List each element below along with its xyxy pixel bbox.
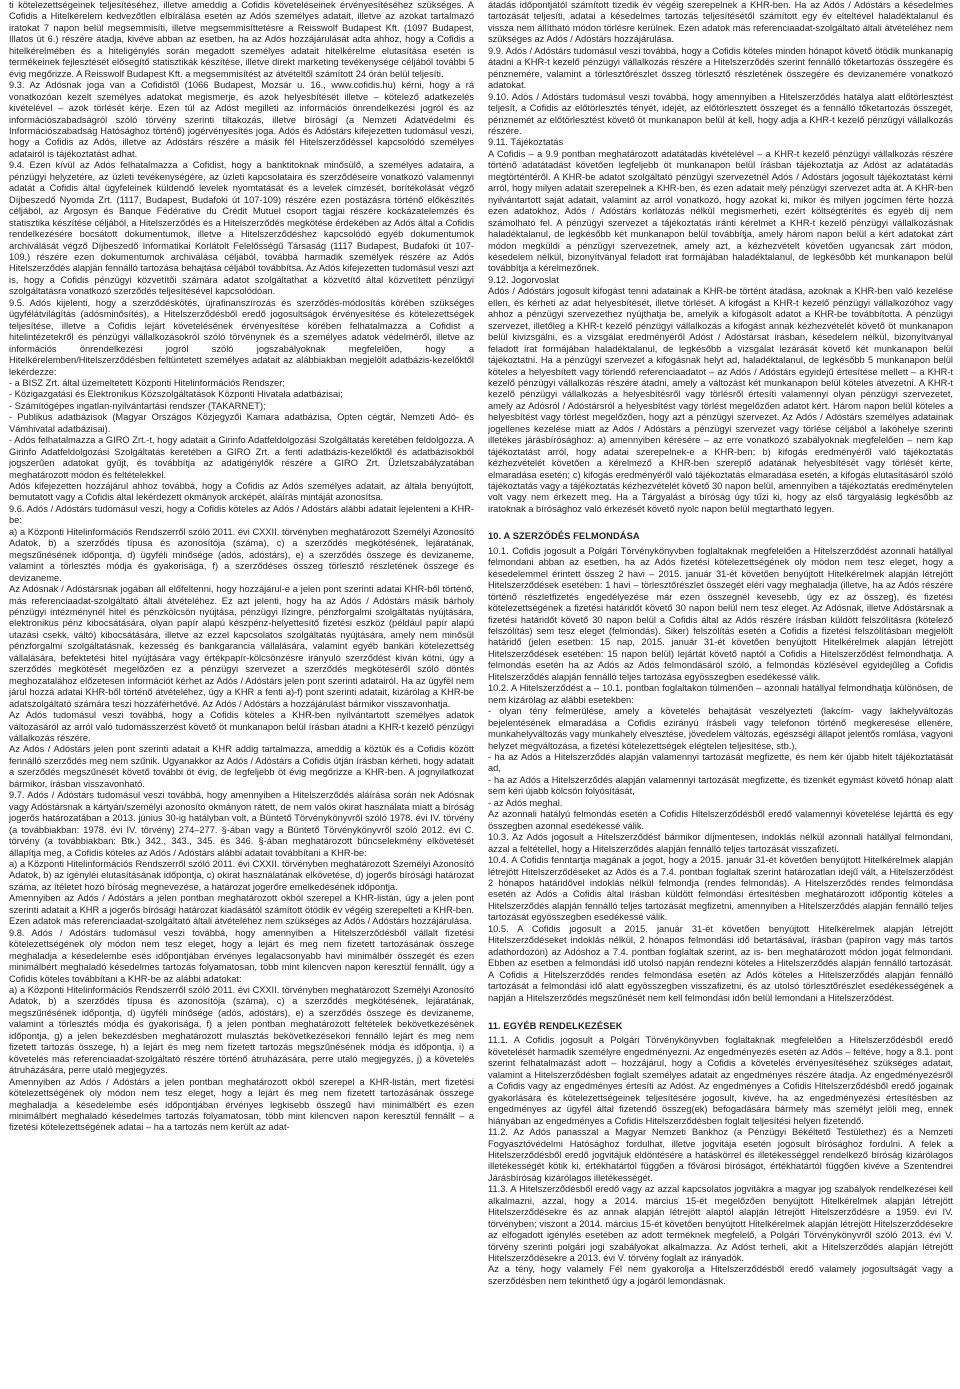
paragraph-10-3: 10.3. Az Adós jogosult a Hitelszerződést bármikor díjmentesen, indoklás nélkül azonnali hatállyal felmondani, azzal a feltétellel, hogy a Hitelszerződés alapján fennálló teljes tartozását visszafizeti. — [488, 832, 953, 854]
right-column — [488, 0, 953, 1389]
paragraph-10-1: 10.1. Cofidis jogosult a Polgári Törvénykönyvben foglaltaknak megfelelően a Hitelszerződést azonnali hatállyal felmondani abban az esetben, ha az Adós fizetési kötelezettségének oly módon nem tesz eleget, hogy a késedelemmel érintett összeg 2 havi – 2015. január 31-ét követően benyújtott Hitelkérelmek alapján létrejött Hitelszerződések esetében: 1 havi – törlesztőrészlet összegét eléri vagy meghaladja (illetve, ha az Adós részére történő részletfizetés engedélyezése már ezen összegnél kevesebb, úgy ez az összeg), és fizetési kötelezettségének a fizetési határidőt követő 30 napon belül nem tesz eleget. Az Adósnak, illetve Adóstársnak a fizetési határidőt követő 30 napon belül a Cofidis által az Adós részére írásban küldött felszólításra (kötelező felszólítás) sem tesz eleget (felmondás). Siker) felszólítás esetén a Cofidis a fizetési felszólításban megjelölt határidő (jelen esetben: 15 nap, 2015. január 31-ét követően benyújtott Hitelkérelmek alapján létrejött Hitelszerződések esetében: 15 napon belül) lejártát követő naptól a Cofidis a Hitelszerződést felmondhatja. A felmondás esetén ha az Adós az Adós felmondásáról szóló, a felmondás közlésével egyidejűleg a Cofidis Hitelszerződés alapján fennálló teljes tartozása egyösszegben esedékessé válik. — [488, 545, 953, 682]
left-column — [9, 0, 474, 1389]
paragraph-9-9: 9.9. Adós / Adóstárs tudomásul veszi továbbá, hogy a Cofidis köteles minden hónapot követő ötödik munkanapig átadni a KHR-t kezelő pénzügyi vállalkozás részére a Hitelszerződés szerint fennálló tőketartozás összegére és pénznemére, valamint a törlesztőrészlet összeg törlesztő részletének összegére és devizanemére vonatkozó adatokat. — [488, 45, 953, 91]
paragraph-10-2: 10.2. A Hitelszerződést a – 10.1. pontban foglaltakon túlmenően – azonnali hatállyal felmondhatja különösen, de nem kizárólag az alábbi esetekben: - olyan tény felmerülése, amely a követelés behajtását veszélyezteti (lakcím- vagy lakhelyváltozás bejelentésének elmaradása a Cofidis ezirányú írásbeli vagy telefonon történő megkeresése ellenére, munkahelyváltozás vagy munkahely elvesztése, jövedelem változás, egészségi állapot jelentős romlása, vagyoni helyzet megváltozása, a fizetési kötelezettségek elégtelen teljesítése, stb.), - ha az Adós a Hitelszerződés alapján valamennyi tartozását megfizette, és nem kér újabb hitelt tájékoztatását ad, - ha az Adós a Hitelszerződés alapján valamennyi tartozását megfizette, és tizenkét egymást követő hónap alatt sem kéri újabb kölcsön folyósítását, - az Adós meghal. Az azonnali hatályú felmondás esetén a Cofidis Hitelszerződésből eredő valamennyi követelése lejárttá és egy összegben azonnal esedékessé válik. — [488, 683, 953, 831]
paragraph-10-4: 10.4. A Cofidis fenntartja magának a jogot, hogy a 2015. január 31-ét követően benyújtott Hitelkérelmek alapján létrejött Hitelszerződéseket az Adós és a 7.4. pontban foglaltak szerint határozatlan idejű vált, a Hitelszerződést 2 hónapos határidővel indoklás nélkül felmondja (rendes felmondás). A Hitelszerződés rendes felmondása esetén az Adós a Cofidis által írásban küldött felmondási értesítésben meghatározott időpontig köteles a Hitelszerződés alapján fennálló teljes tartozását megfizetni, amennyiben a Hitelszerződés alapján fennálló teljes tartozását egyösszegben esedékessé válik. — [488, 855, 953, 923]
paragraph-9-10: 9.10. Adós / Adóstárs tudomásul veszi továbbá, hogy amennyiben a Hitelszerződés hatálya alatt előtörlesztést teljesít, a Cofidis az előtörlesztés tényét, idejét, az előtörlesztett összeget és a fennálló tőketartozás összegét, pénznemét az előtörlesztést követő öt munkanapon belül át kell, hogy adja a KHR-t kezelő pénzügyi vállalkozás részére. — [488, 91, 953, 136]
section-heading-termination: 10. A SZERZŐDÉS FELMONDÁSA — [488, 531, 640, 542]
section-heading-other-provisions: 11. EGYÉB RENDELKEZÉSEK — [488, 1020, 623, 1031]
paragraph-11-1: 11.1. A Cofidis jogosult a Polgári Törvénykönyvben foglaltaknak megfelelően a Hitelszerződésből eredő követelését harmadik személyre engedményezni. Az engedményezés esetén az Adós – feltéve, hogy a 8.1. pont szerint felhatalmazást adott – hozzájárul, hogy a Cofidis a követelés érvényesítéséhez szükséges adatait, valamint a Hitelszerződésben foglalt személyes adatait az engedményes részére átadja. Az engedményezésről a Cofidis vagy az engedményes értesíti az Adóst. Az engedményes a Cofidis Hitelszerződésből eredő jogainak gyakorlására és kötelezettségeinek teljesítésére jogosult, kivéve, ha az engedményezési értesítésben az engedményes az ügyfél által fizetendő összeg(ek) befogadására bármely más személyt jelöli meg, ennek hiányában az engedményes a Cofidis Hitelszerződésben foglalt teljesítési helyen fizetendő. — [488, 1035, 953, 1126]
paragraph-9-12: 9.12. Jogorvoslat Adós / Adóstárs jogosult kifogást tenni adatainak a KHR-be történt átadása, azoknak a KHR-ben való kezelése ellen, és kérheti az adat helyesbítését, illetve törlését. A kifogást a KHR-t kezelő pénzügyi vállalkozóhoz vagy ahhoz a pénzügyi szervezethez nyújthatja be, amelyik a kifogásolt adatot a KHR-be továbbította. A pénzügyi szervezet, illetőleg a KHR-t kezelő pénzügyi vállalkozás a kifogást annak kézhezvételét követő öt munkanapon belül kivizsgálni, és a vizsgálat eredményéről Adóst / Adóstársat írásban, késedelem nélkül, bizonyítványal feladott irat formájában haladéktalanul, de legkésőbb a vizsgálat lezárását követő két munkanapon belül tájékoztatni. Ha a pénzügyi szervezet a kifogásnak helyt ad, haladéktalanul, de legkésőbb 5 munkanapon belül köteles a helyesbített vagy törlendő referenciaadatot – az Adós / Adóstárs egyidejű értesítése mellett – a KHR-t kezelő pénzügyi vállalkozás részére átadni, amely a változást két munkanapon belül köteles átvezetni. A KHR-t kezelő pénzügyi vállalkozás a helyesbítésről vagy törlésről értesíti valamennyi olyan pénzügyi szervezetet, amely az Adósról / Adóstársról a helyesbítést vagy törlést megelőzően adatot kért. Három napon belül köteles a helyesbítést vagy törlést megelőzően, hogy azt a pénzügyi szervezet. Az Adós / Adóstárs személyes adatainak jogellenes kezelése miatt az Adós / Adóstárs a pénzügyi szervezet vagy törlése céljából a lakóhelye szerinti illetékes járásbírósághoz: a) amennyiben kérésére – az erre vonatkozó szabályoknak megfelelően – nem kap tájékoztatást arról, hogy adatai szerepelnek-e a KHR-ben; b) kifogás eredményéről való tájékoztatás kézhezvételét követően a kérelmező a KHR-ben szereplő adatának helyesbítését vagy törlését kérte, elmaradása esetén; c) kifogás eredményéről való tájékoztatás elmaradása esetén, a kifogás elutasításáról szóló tájékoztatás vagy a tájékoztatás kézhezvételét követő 30 napon belül, amennyiben a tájékoztatás eredménytelen volt vagy nem érkezett meg. Ha a Tárgyalást a bíróság úgy tűzi ki, hogy az első tárgyalásig legkésőbb az iratoknak a bírósághoz való érkezését követő nyolc napon belül megtartható legyen. — [488, 274, 953, 514]
paragraph-9-8: 9.8. Adós / Adóstárs tudomásul veszi továbbá, hogy amennyiben a Hitelszerződésből vállalt fizetési kötelezettségének oly módon nem tesz eleget, hogy a lejárt és meg nem fizetett tartozásának összege meghaladja a késedelembe esés időpontjában érvényes legalacsonyabb havi minimálbér összegét és ezen minimálbért meghaladó késedelmes tartozás folyamatosan, több mint kilencven napon keresztül fennállt, úgy a Cofidis köteles továbbítani a KHR-be az alábbi adatokat: a) a Központi Hitelinformációs Rendszerről szóló 2011. évi CXXII. törvényben meghatározott Személyi Azonosító Adatok, b) a szerződés típusa és azonosítója (száma), c) a szerződés megkötésének, lejáratának, megszűnésének időpontja, d) ügyféli minősége (adós, adóstárs), e) a szerződés összege és devizaneme, valamint a törlesztés módja és gyakorisága, f) a jelen pontban meghatározott feltételek bekövetkezésének időpontja, g) a jelen bekezdésben meghatározott mulasztás bekövetkezésekori fennálló lejárt és meg nem fizetett tartozás összege, h) a lejárt és meg nem fizetett tartozás megszűnésének módja és időpontja, i) a követelés más referenciaadat-szolgáltató részére történő átruházására, perre utaló megjegyzés, j) a követelés átruházására, perre utaló megjegyzés. Amennyiben az Adós / Adóstárs a jelen pontban meghatározott okból szerepel a KHR-listán, mert fizetési kötelezettségének oly módon nem tesz eleget, hogy a lejárt és meg nem fizetett tartozásának összege meghaladja a késedelembe esés időpontjában érvényes legkisebb összegű havi minimálbért és ezen minimálbért meghaladó késedelmes tartozás folyamatosan, több mint kilencven napon keresztül fennállt – a fizetési kötelezettségének adatai – ha a tartozás nem került az adat- — [9, 927, 474, 1133]
paragraph-11-2: 11.2. Az Adós panasszal a Magyar Nemzeti Bankhoz (a Pénzügyi Békéltető Testülethez) és a Nemzeti Fogyasztóvédelmi Hatósághoz fordulhat, illetve jogvitája esetén jogosult bírósághoz fordulni. A felek a Hitelszerződésből eredő jogvitájuk eldöntésére a hatáskörrel és illetékességgel rendelkező bíróság kizárólagos illetékességét kötik ki, értékhatártól függően a fővárosi bíróságot, értékhatártól függően kivéve a Szentendrei Járásbíróság kizárólagos illetékességét. — [488, 1127, 953, 1183]
paragraph-9-3: 9.3. Az Adósnak joga van a Cofidistől (1066 Budapest, Mozsár u. 16., www.cofidis.hu) kérni, hogy a rá vonatkozóan kezelt személyes adatokat megismerje, és azok helyesbítését illetve – kötelező adatkezelés kivételével – azok törlését kérje. Ezen túl az Adóst megilleti az információs önrendelkezési jogról és az információszabadságról szóló törvény szerinti tiltakozás, illetve bírósági (a Nemzeti Adatvédelmi és Információszabadság Hatósághoz történő) jogérvényesítés joga. Adós és Adóstárs kifejezetten tudomásul veszi, hogy a Cofidis az Adós, illetve az Adóstárs részére a másik fél Hitelszerződéssel kapcsolódó személyes adatairól is tájékoztatást adhat. — [9, 80, 474, 159]
paragraph-9-4: 9.4. Ezen kívül az Adós felhatalmazza a Cofidist, hogy a banktitoknak minősülő, a személyes adataira, a pénzügyi helyzetére, az üzleti tevékenységére, az üzleti kapcsolataira és szerződéseire vonatkozó valamennyi adatát a Cofidis által ügyfeleinek küldendő levelek nyomtatását és a levelek címzését, borítékolását végző Díjbeszedő Nyomda Zrt. (1117, Budapest, Budafoki út 107-109) részére ezen postázásra történő előkészítés céljából, az Argosyn és Banque Fédérative du Crédit Mutuel csoport tagjai részére kockázatelemzés és statisztika készítése céljából, a Hitelszerződés és a Hitelszerződés megkötése érdekében az Adós által a Cofidis rendelkezésére bocsátott dokumentumok, illetve a Hitelszerződéshez kapcsolódó egyéb dokumentumok archiválását végző Díjbeszedő Informatikai Korlátolt Felelősségű Társaság (1117 Budapest, Budafoki út 107-109.) részére ezen dokumentumok archiválása céljából, továbbá harmadik személyek részére az Adós Hitelszerződés alapján fennálló tartozása behajtása céljából továbbítsa. Az Adós kifejezetten tudomásul veszi azt is, hogy a Cofidis pénzügyi közvetítői számára adatot szolgáltathat a közvetítő által közvetített pénzügyi szolgáltatásra vonatkozó szerződés teljesítésével kapcsolódóan. — [9, 160, 474, 297]
paragraph-11-3: 11.3. A Hitelszerződésből eredő vagy az azzal kapcsolatos jogvitákra a magyar jog szabályok rendelkezései kell alkalmazni, azzal, hogy a 2014. március 15-ét megelőzően benyújtott Hitelkérelmek alapján létrejött Hitelszerződésekre és az annak alapján létrejött alaptól alapján létrejött Hitelszerződésre a 1959. évi IV. törvényben; viszont a 2014. március 15-ét követően benyújtott Hitelkérelmek alapján létrejött Hitelszerződésekre az elfogadott igénylés esetében az adott terméknek megfelelő, a Polgári Törvénykönyvről szóló 2013. évi V. törvény szerinti polgári jogi szabályokat alkalmazza. Az Adóst terheli, akit a Hitelszerződés alapján létrejött Hitelszerződésekre a 2013. évi V. törvény foglalt az irányadók. — [488, 1184, 953, 1264]
paragraph-9-8-continued: átadás időpontjától számított tizedik év végéig szerepelnek a KHR-ben. Ha az Adós / Adóstárs a késedelmes tartozását teljesíti, adatai a késedelmes tartozás teljesítésétől számított egy év elteltével haladéktalanul és vissza nem állítható módon törlésre kerülnek. Ezen adatok más referenciaadat-szolgáltató általi átvételéhez nem szükséges az Adós / Adóstárs hozzájárulása. — [488, 0, 953, 45]
paragraph-10-5: 10.5. A Cofidis jogosult a 2015. január 31-ét követően benyújtott Hitelkérelmek alapján létrejött Hitelszerződéseket indoklás nélkül, 2 hónapos felmondási idő betartásával, írásban (papíron vagy más tartós adathordozón) az Adóshoz a 7.4. pontban foglaltak szerint, az is- ben meghatározott módon jogát felmondani. Ebben az esetben a felmondási idő utolsó napján rendezni köteles a Hitelszerződés alapján fennálló tartozását. A Cofidis a Hitelszerződés rendes felmondása esetén az Adós köteles a Hitelszerződés alapján fennálló tartozását a felmondási idő alatt egyösszegben visszafizetni, és az utolsó törlesztőrészlet esedékességének a napján a Hitelszerződés megszűnését nem kell felmondási időn belül lemondani a Hitelszerződést. — [488, 923, 953, 1003]
paragraph-9-6: 9.6. Adós / Adóstárs tudomásul veszi, hogy a Cofidis köteles az Adós / Adóstárs alábbi adatait lejelenteni a KHR-be: a) a Központi Hitelinformációs Rendszerről szóló 2011. évi CXXII. törvényben meghatározott Személyi Azonosító Adatok, b) a szerződés típusa és azonosítója (száma), c) a szerződés megkötésének, lejáratának, megszűnésének időpontja, d) ügyféli minősége (adós, adóstárs), e) a szerződés összege és devizaneme, valamint a törlesztés módja és gyakorisága, f) a szerződéses összeg törlesztő részletének összege és devizaneme. Az Adósnak / Adóstársnak jogában áll előfeltenni, hogy hozzájárul-e a jelen pont szerinti adatai KHR-ből történő, más referenciaadat-szolgáltató általi átvételéhez. Ez azt jelenti, hogy ha az Adós / Adóstárs másik bárholy pénzügyi intézménynél hitel és pénzkölcsön nyújtása, pénzügyi lízingre, pénzforgalmi szolgáltatás nyújtására, elektronikus pénz kibocsátására, olyan papír alapú készpénz-helyettesítő fizetési eszköz (például papír alapú utazási csekk, váltó) kibocsátására, illetve az ezzel kapcsolatos szolgáltatás nyújtására, amely nem minősül pénzforgalmi szolgáltatásnak, kezesség és bankgarancia vállalására, valamint egyéb bankári kötelezettség vállalására, befektetési hitel nyújtására vagy értékpapír-kölcsönzésre irányuló szerződést kíván kötni, úgy a szerződés megkötését megelőzően ez a pénzügyi szervezet a szerződés megkötéséről szóló döntés meghozatalához előzetesen információt kérhet az Adós / Adóstárs jelen pont szerinti adatairól. Ha az ügyfél nem járul hozzá adatai KHR-ből történő átvételéhez, úgy a KHR a fenti a)-f) pont szerinti adatait, kizárólag a KHR-be adatszolgáltató számára teszi hozzáférhetővé. Az Adós / Adóstárs a hozzájárulást bármikor visszavonhatja. Az Adós tudomásul veszi továbbá, hogy a Cofidis köteles a KHR-ben nyilvántartott személyes adatok változásáról az arról való tudomásszerzést követő öt munkanapon belül írásban átadni a KHR-t kezelő pénzügyi vállalkozás részére. Az Adós / Adóstárs jelen pont szerinti adatait a KHR addig tartalmazza, ameddig a köztük és a Cofidis között fennálló szerződés meg nem szűnik. Ugyanakkor az Adós / Adóstárs a Cofidis útján írásban kérheti, hogy adatait a szerződés megszűnését követő további öt évig, de legfeljebb öt évig megőrizze a KHR-ben. A jognyilatkozat bármikor, írásban visszavonható. — [9, 503, 474, 789]
paragraph-9-2-continued: ti kötelezettségeinek teljesítéséhez, illetve ameddig a Cofidis követeléseinek érvényesítéséhez szükséges. A Cofidis a Hitelkérelem kedvezőtlen elbírálása esetén az Adós személyes adatait, illetve az azokat tartalmazó iratokat 7 napon belül megsemmisíti, illetve megsemmisíttetésre a Reisswolf Budapest Kft. (1097 Budapest, Illatos út 6.) részére átadja, kivéve abban az esetben, ha az Adós hozzájárulását adta ahhoz, hogy a Cofidis a hitelkérelmében és a hiteligénylés során megadott személyes adatait hitelkérelme elutasítása esetén is termékeinek fejlesztését elősegítő statisztikák készítése, illetve direkt marketing tevékenysége céljából további 5 évig megőrizze. A Reisswolf Budapest Kft. a megsemmisítést az átvételtől számított 24 órán belül teljesíti. — [9, 0, 474, 79]
paragraph-9-5: 9.5. Adós kijelenti, hogy a szerződéskötés, újrafinanszírozás és szerződés-módosítás körében szükséges ügyfélátvilágítás (adósminősítés), a Hitelszerződésből eredő jogosultságok érvényesítése és kötelezettségek teljesítése, illetve a Cofidis lejárt követelésének érvényesítése körében felhatalmazza a Cofidist a hitelintézetekről és pénzügyi vállalkozásokról szóló törvénynek és a személyes adatok védelméről, illetve az információs önrendelkezési jogról szóló jogszabályoknak megfelelően, hogy a Hitelkérelemben/Hitelszerződésben feltüntetett személyes adatait az alábbiakban megjelölt adatbázis-kezelőktől lekérdezze: - a BISZ Zrt. által üzemeltetett Központi Hitelinformációs Rendszer; - Közigazgatási és Elektronikus Közszolgáltatások Központi Hivatala adatbázisai; - Számítógépes ingatlan-nyilvántartási rendszer (TAKARNET); - Publikus adatbázisok (Magyar Országos Közjegyzői Kamara adatbázisa, Opten cégtár, Nemzeti Adó- és Vámhivatal adatbázisai). - Adós felhatalmazza a GIRO Zrt.-t, hogy adatait a Girinfo Adatfeldolgozási Szolgáltatás keretében feldolgozza. A Girinfo Adatfeldolgozási Szolgáltatás keretében a GIRO Zrt. a fenti adatbázis-kezelőktől és adatbázisokból jogszerűen adatokat gyűjt, és továbbítja az adatigénylők részére a GIRO Zrt. Üzletszabályzatában meghatározott módon és feltételekkel. Adós kifejezetten hozzájárul ahhoz továbbá, hogy a Cofidis az Adós személyes adatait, az általa benyújtott, bemutatott vagy a Cofidis által lekérdezett okmányok arcképét, aláírás mintáját azonosítsa. — [9, 297, 474, 503]
paragraph-9-11: 9.11. Tájékoztatás A Cofidis – a 9.9 pontban meghatározott adatátadás kivételével – a KHR-t kezelő pénzügyi vállalkozás részére történő adatátadást követően legfeljebb öt munkanapon belül írásban tájékoztatja az Adóst az adatátadás megtörténtéről. A KHR-be adatot szolgáltató pénzügyi szervezetnél Adós / Adóstárs jogosult tájékoztatást kérni arról, hogy milyen adatait szerepelnek a KHR-ben, és ezen adatait mely pénzügyi szervezet adta át. A KHR-ben nyilvántartott saját adatait, valamint az arról vonatkozó, hogy azokat ki, mikor és milyen jogcímen férte hozzá ezen adatokhoz, Adós / Adóstárs korlátozás nélkül megismerheti, ezért költségtérítés és egyéb díj nem számolható fel. A pénzügyi szervezet a tájékoztatás iránti kérelmet a KHR-t kezelő pénzügyi vállalkozásnak haladéktalanul, de legkésőbb két munkanapon belül továbbítja, amely három napon belül a kért adatokat zárt módon megküldi a pénzügyi szervezetnek, amely azt, a kézhezvételt követően ugyancsak zárt módon, késedelem nélkül, bizonyítványal feladott irat formájában haladéktalanul, de legkésőbb két munkanapon belül továbbítja a kérelmezőnek. — [488, 137, 953, 274]
paragraph-9-7: 9.7. Adós / Adóstárs tudomásul veszi továbbá, hogy amennyiben a Hitelszerződés aláírása során nek Adósnak vagy Adóstársnak a kártyán/személyi azonosító okmányon rátett, de nem valós okirat használata miatt a bíróság jogerős határozatában a 2013. június 30-ig hatályban volt, a Büntető Törvénykönyvről szóló 1978. évi IV. törvény (a továbbiakban: 1978. évi IV. törvény) 274–277. §-ában vagy a Büntető Törvénykönyvről szóló 2012. évi C. törvény (a továbbiakban: Btk.) 342., 343., 345. és 346. §-ában meghatározott bűncselekmény elkövetését állapítja meg, a Cofidis köteles az Adós / Adóstárs alábbi adatait továbbítani a KHR-be: a) a Központi Hitelinformációs Rendszerről szóló 2011. évi CXXII. törvényben meghatározott Személyi Azonosító Adatok, b) az igényléi elutasításának időpontja, c) okirat használatának elkövetése, d) jogerős bírósági határozat száma, az ítéletet hozó bíróság megnevezése, a határozat jogerőre emelkedésének időpontja. Amennyiben az Adós / Adóstárs a jelen pontban meghatározott okból szerepel a KHR-listán, úgy a jelen pont szerinti adatait a KHR a jogerős bírósági határozat kiadásától számított ötödik év végéig szerepelteti a KHR-ben. Ezen adatok más referenciaadat-szolgáltató általi átvételéhez nem szükséges az Adós / Adóstárs hozzájárulása. — [9, 790, 474, 927]
paragraph-11-3-continued: Az a tény, hogy valamely Fél nem gyakorolja a Hitelszerződésből eredő valamely jogosultságát vagy a szerződésben nem tekinthető úgy a jogáról lemondásnak. — [488, 1264, 953, 1286]
